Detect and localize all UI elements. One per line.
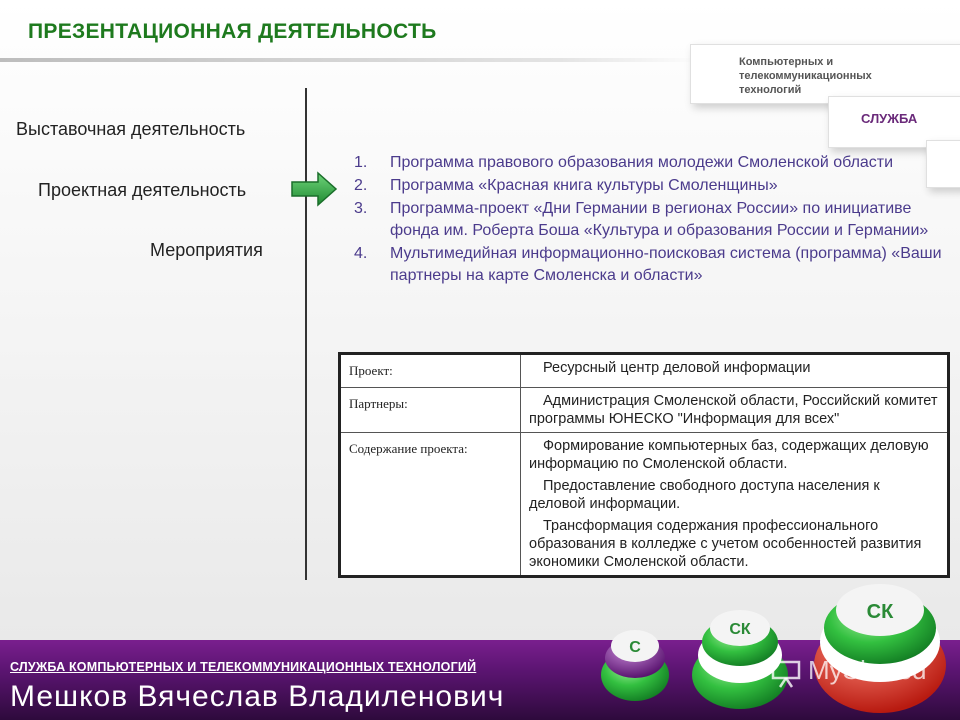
table-row xyxy=(340,354,949,388)
list-item-text: Программа «Красная книга культуры Смоленщины» xyxy=(390,177,778,194)
list-item-text: Программа правового образования молодежи Смоленской области xyxy=(390,154,894,171)
project-table xyxy=(338,352,950,578)
page-title: ПРЕЗЕНТАЦИОННАЯ ДЕЯТЕЛЬНОСТЬ xyxy=(28,20,437,43)
list-item-number: 4. xyxy=(354,245,368,262)
watermark-text: MyShared xyxy=(808,655,927,685)
nav-divider xyxy=(305,88,307,580)
list-item-number: 2. xyxy=(354,177,368,194)
table-value xyxy=(521,433,949,577)
list-item xyxy=(354,198,944,242)
tab-technologies[interactable] xyxy=(690,44,960,104)
list-item xyxy=(354,152,944,174)
list-item-number: 3. xyxy=(354,200,368,217)
list-item xyxy=(354,175,944,197)
svg-text:СК: СК xyxy=(866,601,894,623)
table-value xyxy=(521,354,949,388)
nav-item-events[interactable]: Мероприятия xyxy=(150,240,263,260)
table-value-text: Формирование компьютерных баз, содержащих деловую информацию по Смоленской области. xyxy=(529,438,929,472)
disc-large xyxy=(814,584,946,713)
table-row xyxy=(340,388,949,433)
table-key: Проект: xyxy=(340,354,521,388)
svg-text:С: С xyxy=(629,639,641,656)
tab-technologies-label: Компьютерных и телекоммуникационных технологий xyxy=(739,56,872,96)
title-divider xyxy=(0,58,700,62)
table-key: Партнеры: xyxy=(340,388,521,433)
svg-text:СК: СК xyxy=(729,621,751,638)
tab-service-label: СЛУЖБА xyxy=(861,111,918,126)
list-item xyxy=(354,243,944,287)
list-item-number: 1. xyxy=(354,154,368,171)
table-row xyxy=(340,433,949,577)
table-value-text: Ресурсный центр деловой информации xyxy=(543,360,811,376)
presentation-icon xyxy=(770,660,802,688)
logo-discs xyxy=(590,580,960,720)
nav-item-projects[interactable]: Проектная деятельность xyxy=(38,180,247,200)
program-list xyxy=(354,152,944,288)
table-key: Содержание проекта: xyxy=(340,433,521,577)
list-item-text: Программа-проект «Дни Германии в регионах России» по инициативе фонда им. Роберта Боша «Культура и образования России и Германии» xyxy=(390,200,929,239)
footer-author: Мешков Вячеслав Владиленович xyxy=(10,680,505,713)
table-value xyxy=(521,388,949,433)
table-value-text: Администрация Смоленской области, Российский комитет программы ЮНЕСКО "Информация для всех" xyxy=(529,393,938,427)
footer-subtitle-link[interactable]: СЛУЖБА КОМПЬЮТЕРНЫХ И ТЕЛЕКОММУНИКАЦИОННЫХ ТЕХНОЛОГИЙ xyxy=(10,660,477,674)
disc-small xyxy=(601,630,669,701)
nav-item-exhibitions[interactable]: Выставочная деятельность xyxy=(16,119,246,139)
list-item-text: Мультимедийная информационно-поисковая система (программа) «Ваши партнеры на карте Смоленска и области» xyxy=(390,245,942,284)
table-value-text: Предоставление свободного доступа населения к деловой информации. xyxy=(529,478,880,512)
table-value-text: Трансформация содержания профессионального образования в колледже с учетом особенностей развития экономики Смоленской области. xyxy=(529,518,922,570)
arrow-right-icon xyxy=(290,171,338,207)
